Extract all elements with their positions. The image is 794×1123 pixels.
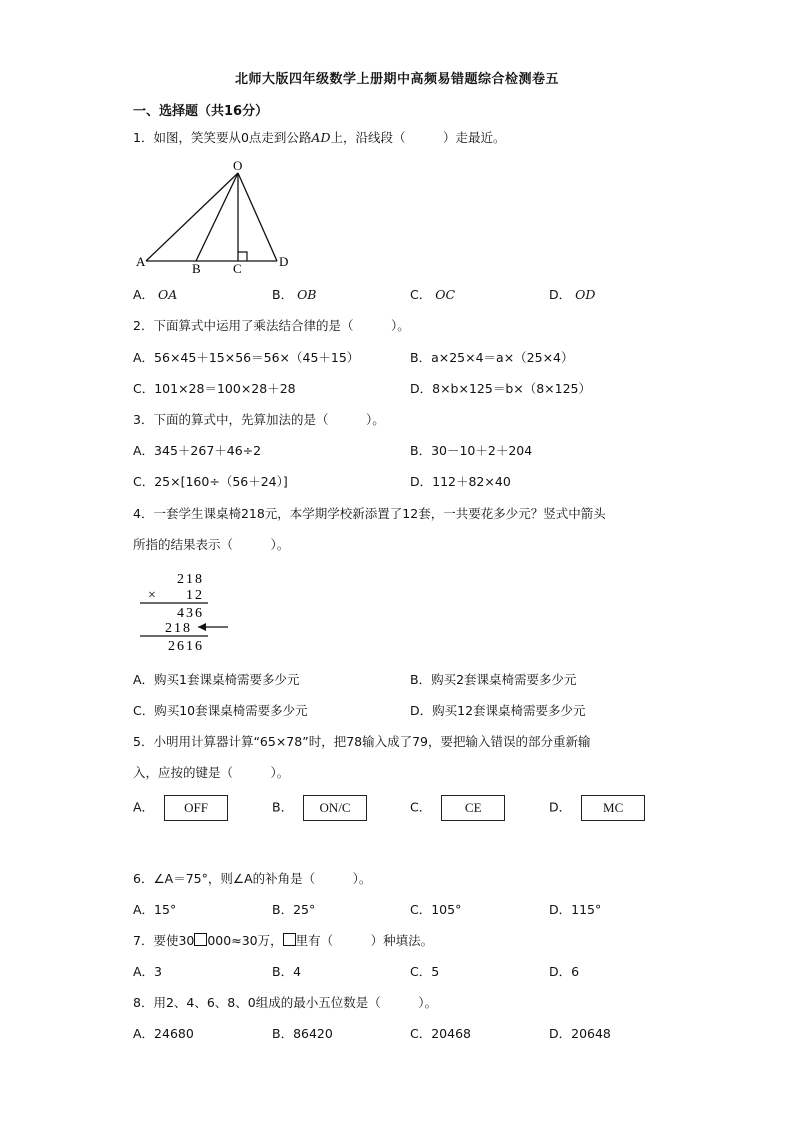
q2-option-c[interactable]: C．101×28＝100×28＋28 <box>133 381 296 396</box>
key-mc-button[interactable]: MC <box>581 795 645 821</box>
q1-option-b[interactable] <box>272 287 317 303</box>
option-letter: C． <box>410 287 432 302</box>
option-text: OD <box>575 287 596 302</box>
option-letter: D． <box>549 799 572 815</box>
label-o: O <box>233 158 243 173</box>
question-8-stem: 8．用2、4、6、8、0组成的最小五位数是（ ）。 <box>133 995 437 1010</box>
q6-option-d[interactable]: D．115° <box>549 902 602 917</box>
label-c: C <box>233 261 242 276</box>
q3-option-b[interactable]: B．30－10＋2＋204 <box>410 443 533 458</box>
q1-stem-var: AD <box>311 130 331 145</box>
label-b: B <box>192 261 201 276</box>
question-5-stem-line2: 入，应按的键是（ ）。 <box>133 765 290 780</box>
q4-option-c[interactable]: C．购买10套课桌椅需要多少元 <box>133 703 308 718</box>
q3-option-a[interactable]: A．345＋267＋46÷2 <box>133 443 262 458</box>
q2-option-d[interactable]: D．8×b×125＝b×（8×125） <box>410 381 592 396</box>
q1-stem-part-a: 1．如图，笑笑要从0点走到公路 <box>133 130 312 145</box>
q2-option-b[interactable]: B．a×25×4＝a×（25×4） <box>410 350 574 365</box>
question-5-stem-line1: 5．小明用计算器计算“65×78”时，把78输入成了79，要把输入错误的部分重新输 <box>133 734 591 749</box>
calc-row-436: 436 <box>177 606 204 621</box>
key-on-c-button[interactable]: ON/C <box>303 795 367 821</box>
question-3-stem: 3．下面的算式中，先算加法的是（ ）。 <box>133 412 385 427</box>
q3-option-d[interactable]: D．112＋82×40 <box>410 474 511 489</box>
arrow-head-icon <box>198 623 206 631</box>
segment-ob <box>196 173 238 261</box>
option-letter: A． <box>133 799 155 815</box>
calc-row-218-shifted: 218 <box>165 621 192 636</box>
question-4-stem-line1: 4．一套学生课桌椅218元，本学期学校新添置了12套，一共要花多少元？竖式中箭头 <box>133 506 606 521</box>
question-6-stem: 6．∠A＝75°，则∠A的补角是（ ）。 <box>133 871 372 886</box>
key-ce-button[interactable]: CE <box>441 795 505 821</box>
q1-stem-part-b: 上，沿线段（ ）走最近。 <box>330 130 506 145</box>
q5-option-d[interactable] <box>549 795 645 821</box>
question-2-stem: 2．下面算式中运用了乘法结合律的是（ ）。 <box>133 318 410 333</box>
q7-option-d[interactable]: D．6 <box>549 964 580 979</box>
question-4-stem-line2: 所指的结果表示（ ）。 <box>133 537 290 552</box>
q7-stem-part-c: 里有（ ）种填法。 <box>295 933 434 948</box>
q1-option-a[interactable] <box>133 287 177 303</box>
q4-option-a[interactable]: A．购买1套课桌椅需要多少元 <box>133 672 300 687</box>
vertical-multiplication <box>140 565 240 657</box>
q7-stem-part-b: 000≈30万， <box>207 933 283 948</box>
right-angle-mark <box>238 252 247 261</box>
calc-multiply-sign: × <box>148 588 156 603</box>
q8-option-a[interactable]: A．24680 <box>133 1026 194 1041</box>
q6-option-b[interactable]: B．25° <box>272 902 316 917</box>
q6-option-c[interactable]: C．105° <box>410 902 462 917</box>
q8-option-b[interactable]: B．86420 <box>272 1026 333 1041</box>
blank-box-icon <box>194 933 207 946</box>
q6-option-a[interactable]: A．15° <box>133 902 177 917</box>
q5-option-b[interactable] <box>272 795 367 821</box>
calc-row-12: 12 <box>186 588 204 603</box>
question-1-stem <box>133 130 506 146</box>
option-text: OC <box>435 287 456 302</box>
option-letter: B． <box>272 287 294 302</box>
page-title: 北师大版四年级数学上册期中高频易错题综合检测卷五 <box>234 72 559 87</box>
option-letter: D． <box>549 287 572 302</box>
section-heading: 一、选择题（共16分） <box>133 104 269 119</box>
calc-row-2616: 2616 <box>168 639 204 654</box>
q8-option-c[interactable]: C．20468 <box>410 1026 471 1041</box>
segment-od <box>238 173 277 261</box>
option-text: OA <box>158 287 178 302</box>
option-text: OB <box>297 287 317 302</box>
question-7-stem <box>133 933 433 949</box>
q2-option-a[interactable]: A．56×45＋15×56＝56×（45＋15） <box>133 350 360 365</box>
segment-oa <box>146 173 238 261</box>
q4-option-b[interactable]: B．购买2套课桌椅需要多少元 <box>410 672 577 687</box>
q7-stem-part-a: 7．要使30 <box>133 933 195 948</box>
blank-box-icon <box>283 933 296 946</box>
q7-option-b[interactable]: B．4 <box>272 964 302 979</box>
option-letter: A． <box>133 287 155 302</box>
key-off-button[interactable]: OFF <box>164 795 228 821</box>
calc-row-218: 218 <box>177 572 204 587</box>
q1-option-c[interactable] <box>410 287 455 303</box>
q1-option-d[interactable] <box>549 287 595 303</box>
q4-option-d[interactable]: D．购买12套课桌椅需要多少元 <box>410 703 586 718</box>
label-a: A <box>136 254 146 269</box>
option-letter: C． <box>410 799 432 815</box>
q5-option-a[interactable] <box>133 795 228 821</box>
label-d: D <box>279 254 289 269</box>
q5-option-c[interactable] <box>410 795 505 821</box>
q7-option-c[interactable]: C．5 <box>410 964 440 979</box>
q8-option-d[interactable]: D．20648 <box>549 1026 611 1041</box>
q7-option-a[interactable]: A．3 <box>133 964 163 979</box>
triangle-figure <box>130 155 300 280</box>
q3-option-c[interactable]: C．25×[160÷（56＋24）] <box>133 474 288 489</box>
option-letter: B． <box>272 799 294 815</box>
